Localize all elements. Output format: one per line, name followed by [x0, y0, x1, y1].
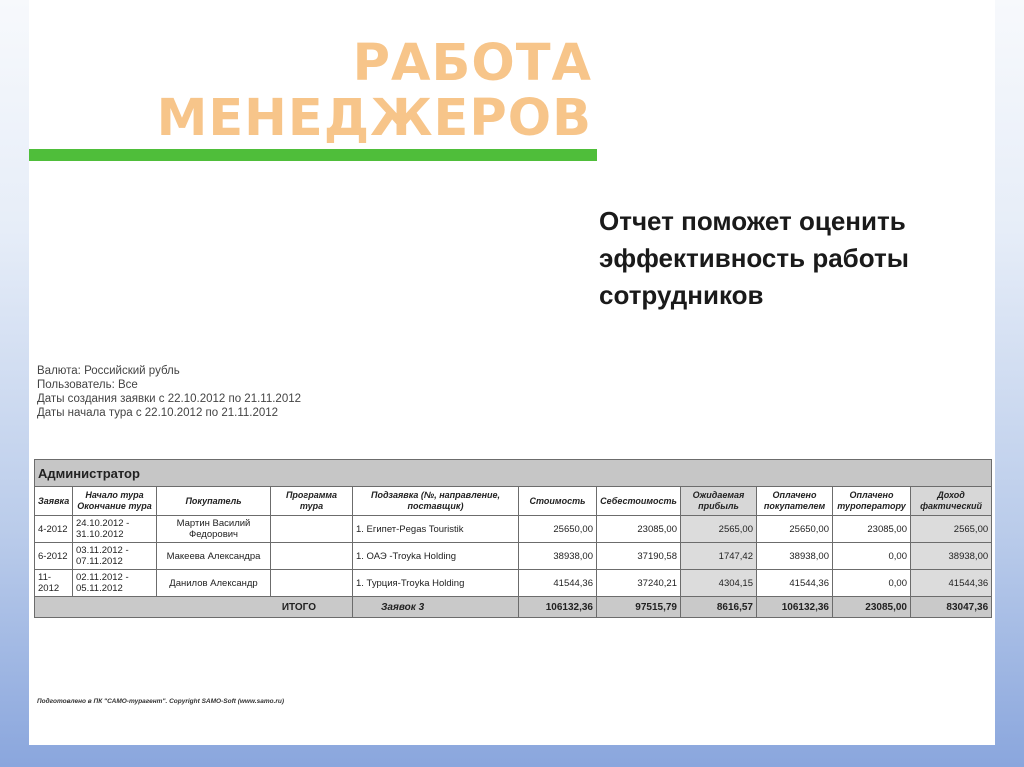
- total-label: ИТОГО: [35, 597, 353, 618]
- cell-paid-buyer: 41544,36: [757, 570, 833, 597]
- cell-selfcost: 37190,58: [597, 543, 681, 570]
- meta-user: Пользователь: Все: [37, 379, 138, 391]
- cell-selfcost: 37240,21: [597, 570, 681, 597]
- total-expected-profit: 8616,57: [681, 597, 757, 618]
- total-orders: Заявок 3: [353, 597, 519, 618]
- header-program: Программа тура: [271, 487, 353, 516]
- cell-order: 6-2012: [35, 543, 73, 570]
- cell-order: 4-2012: [35, 516, 73, 543]
- cell-program: [271, 543, 353, 570]
- total-cost: 106132,36: [519, 597, 597, 618]
- total-income: 83047,36: [911, 597, 992, 618]
- title-line-1: РАБОТА: [352, 34, 592, 93]
- header-order: Заявка: [35, 487, 73, 516]
- meta-currency: Валюта: Российский рубль: [37, 365, 180, 377]
- cell-program: [271, 516, 353, 543]
- table-row: [35, 543, 992, 570]
- header-income: Доход фактический: [911, 487, 992, 516]
- report-parameters: [37, 364, 301, 420]
- cell-cost: 41544,36: [519, 570, 597, 597]
- cell-income: 38938,00: [911, 543, 992, 570]
- table-row: [35, 570, 992, 597]
- cell-cost: 25650,00: [519, 516, 597, 543]
- managers-report-table: [34, 459, 992, 618]
- header-paid-buyer: Оплачено покупателем: [757, 487, 833, 516]
- cell-end: 05.11.2012: [76, 583, 123, 594]
- meta-tour-start-dates: Даты начала тура с 22.10.2012 по 21.11.2012: [37, 407, 279, 419]
- header-suborder: Подзаявка (№, направление, поставщик): [353, 487, 519, 516]
- slide: [29, 0, 995, 745]
- cell-income: 41544,36: [911, 570, 992, 597]
- cell-tour-dates: [73, 543, 157, 570]
- total-row: [35, 597, 992, 618]
- cell-expected-profit: 1747,42: [681, 543, 757, 570]
- slide-title: [157, 36, 592, 146]
- header-buyer: Покупатель: [157, 487, 271, 516]
- cell-order: 11-2012: [35, 570, 73, 597]
- cell-tour-dates: [73, 516, 157, 543]
- cell-buyer: Макеева Александра: [157, 543, 271, 570]
- cell-buyer: Данилов Александр: [157, 570, 271, 597]
- cell-cost: 38938,00: [519, 543, 597, 570]
- group-name: Администратор: [35, 460, 992, 487]
- cell-end: 07.11.2012: [76, 556, 123, 567]
- cell-buyer: Мартин Василий Федорович: [157, 516, 271, 543]
- cell-program: [271, 570, 353, 597]
- header-paid-operator: Оплачено туроператору: [833, 487, 911, 516]
- header-expected-profit: Ожидаемая прибыль: [681, 487, 757, 516]
- cell-paid-buyer: 25650,00: [757, 516, 833, 543]
- cell-start: 02.11.2012 -: [76, 572, 129, 583]
- meta-created-dates: Даты создания заявки с 22.10.2012 по 21.11.2012: [37, 393, 302, 405]
- cell-paid-operator: 23085,00: [833, 516, 911, 543]
- title-line-2: МЕНЕДЖЕРОВ: [156, 89, 592, 148]
- header-row: [35, 487, 992, 516]
- cell-expected-profit: 2565,00: [681, 516, 757, 543]
- cell-income: 2565,00: [911, 516, 992, 543]
- lead-line-1: Отчет поможет оценить: [599, 206, 906, 236]
- group-row: [35, 460, 992, 487]
- cell-paid-operator: 0,00: [833, 570, 911, 597]
- lead-line-2: эффективность работы: [599, 243, 909, 273]
- cell-start: 03.11.2012 -: [76, 545, 129, 556]
- cell-paid-operator: 0,00: [833, 543, 911, 570]
- cell-expected-profit: 4304,15: [681, 570, 757, 597]
- cell-suborder: 1. ОАЭ -Troyka Holding: [353, 543, 519, 570]
- header-cost: Стоимость: [519, 487, 597, 516]
- cell-tour-dates: [73, 570, 157, 597]
- table-row: [35, 516, 992, 543]
- total-selfcost: 97515,79: [597, 597, 681, 618]
- lead-line-3: сотрудников: [599, 280, 764, 310]
- header-selfcost: Себестоимость: [597, 487, 681, 516]
- cell-suborder: 1. Египет-Pegas Touristik: [353, 516, 519, 543]
- cell-selfcost: 23085,00: [597, 516, 681, 543]
- total-paid-operator: 23085,00: [833, 597, 911, 618]
- cell-start: 24.10.2012 -: [76, 518, 130, 529]
- cell-end: 31.10.2012: [76, 529, 124, 540]
- total-paid-buyer: 106132,36: [757, 597, 833, 618]
- header-tour-dates: Начало тура Окончание тура: [73, 487, 157, 516]
- cell-suborder: 1. Турция-Troyka Holding: [353, 570, 519, 597]
- title-underline-bar: [29, 149, 597, 161]
- report-footer: Подготовлено в ПК "САМО-турагент". Copyright SAMO-Soft (www.samo.ru): [37, 698, 285, 705]
- lead-text: [599, 203, 979, 314]
- cell-paid-buyer: 38938,00: [757, 543, 833, 570]
